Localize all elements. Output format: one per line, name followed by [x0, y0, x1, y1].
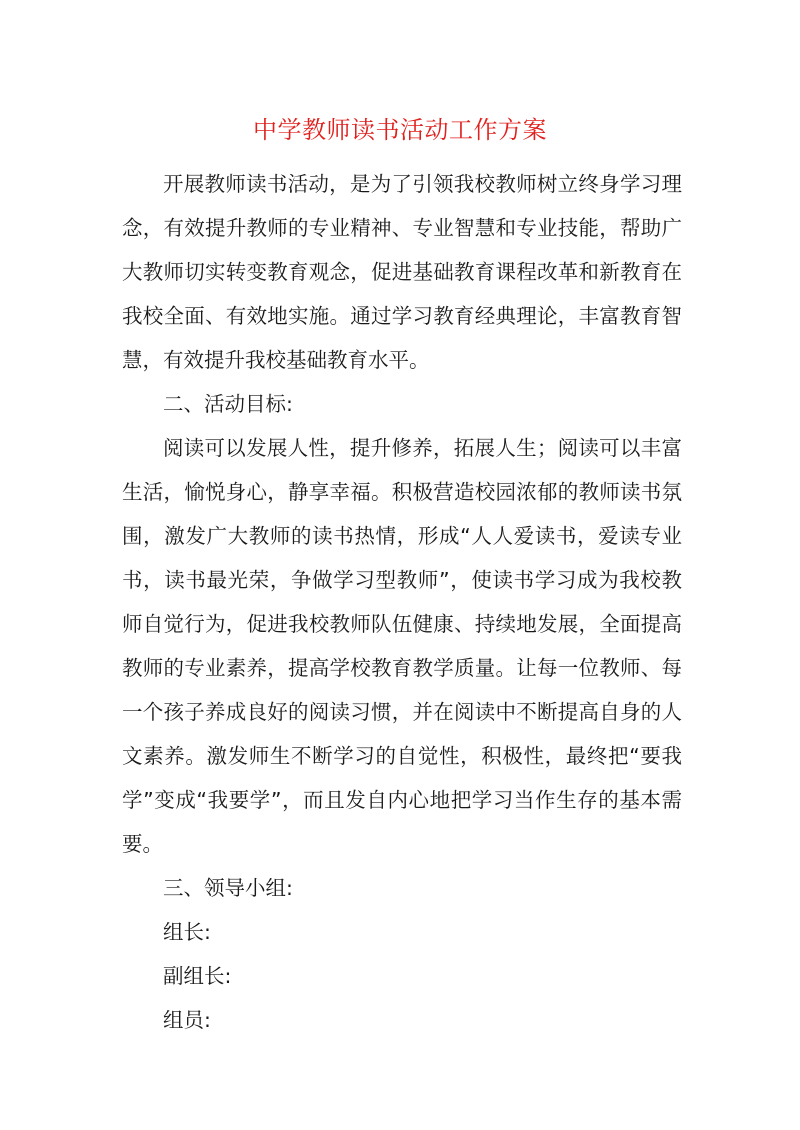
section-heading-leadership: 三、领导小组: [163, 876, 293, 900]
document-title: 中学教师读书活动工作方案 [253, 116, 547, 144]
members-label: 组员: [163, 1008, 211, 1032]
intro-paragraph: 开展教师读书活动，是为了引领我校教师树立终身学习理念，有效提升教师的专业精神、专业智慧和专业技能，帮助广大教师切实转变教育观念，促进基础教育课程改革和新教育在我校全面、有效地实施。通过学习教育经典理论，丰富教育智慧，有效提升我校基础教育水平。 [122, 172, 682, 372]
goals-paragraph: 阅读可以发展人性，提升修养，拓展人生；阅读可以丰富生活，愉悦身心，静享幸福。积极营造校园浓郁的教师读书氛围，激发广大教师的读书热情，形成“人人爱读书，爱读专业书，读书最光荣，争做学习型教师”，使读书学习成为我校教师自觉行为，促进我校教师队伍健康、持续地发展，全面提高教师的专业素养，提高学校教育教学质量。让每一位教师、每一个孩子养成良好的阅读习惯，并在阅读中不断提高自身的人文素养。激发师生不断学习的自觉性，积极性，最终把“要我学”变成“我要学”，而且发自内心地把学习当作生存的基本需要。 [122, 436, 682, 856]
section-heading-goals: 二、活动目标: [163, 392, 293, 416]
deputy-leader-label: 副组长: [163, 964, 232, 988]
leader-label: 组长: [163, 920, 211, 944]
document-body [122, 162, 682, 1042]
